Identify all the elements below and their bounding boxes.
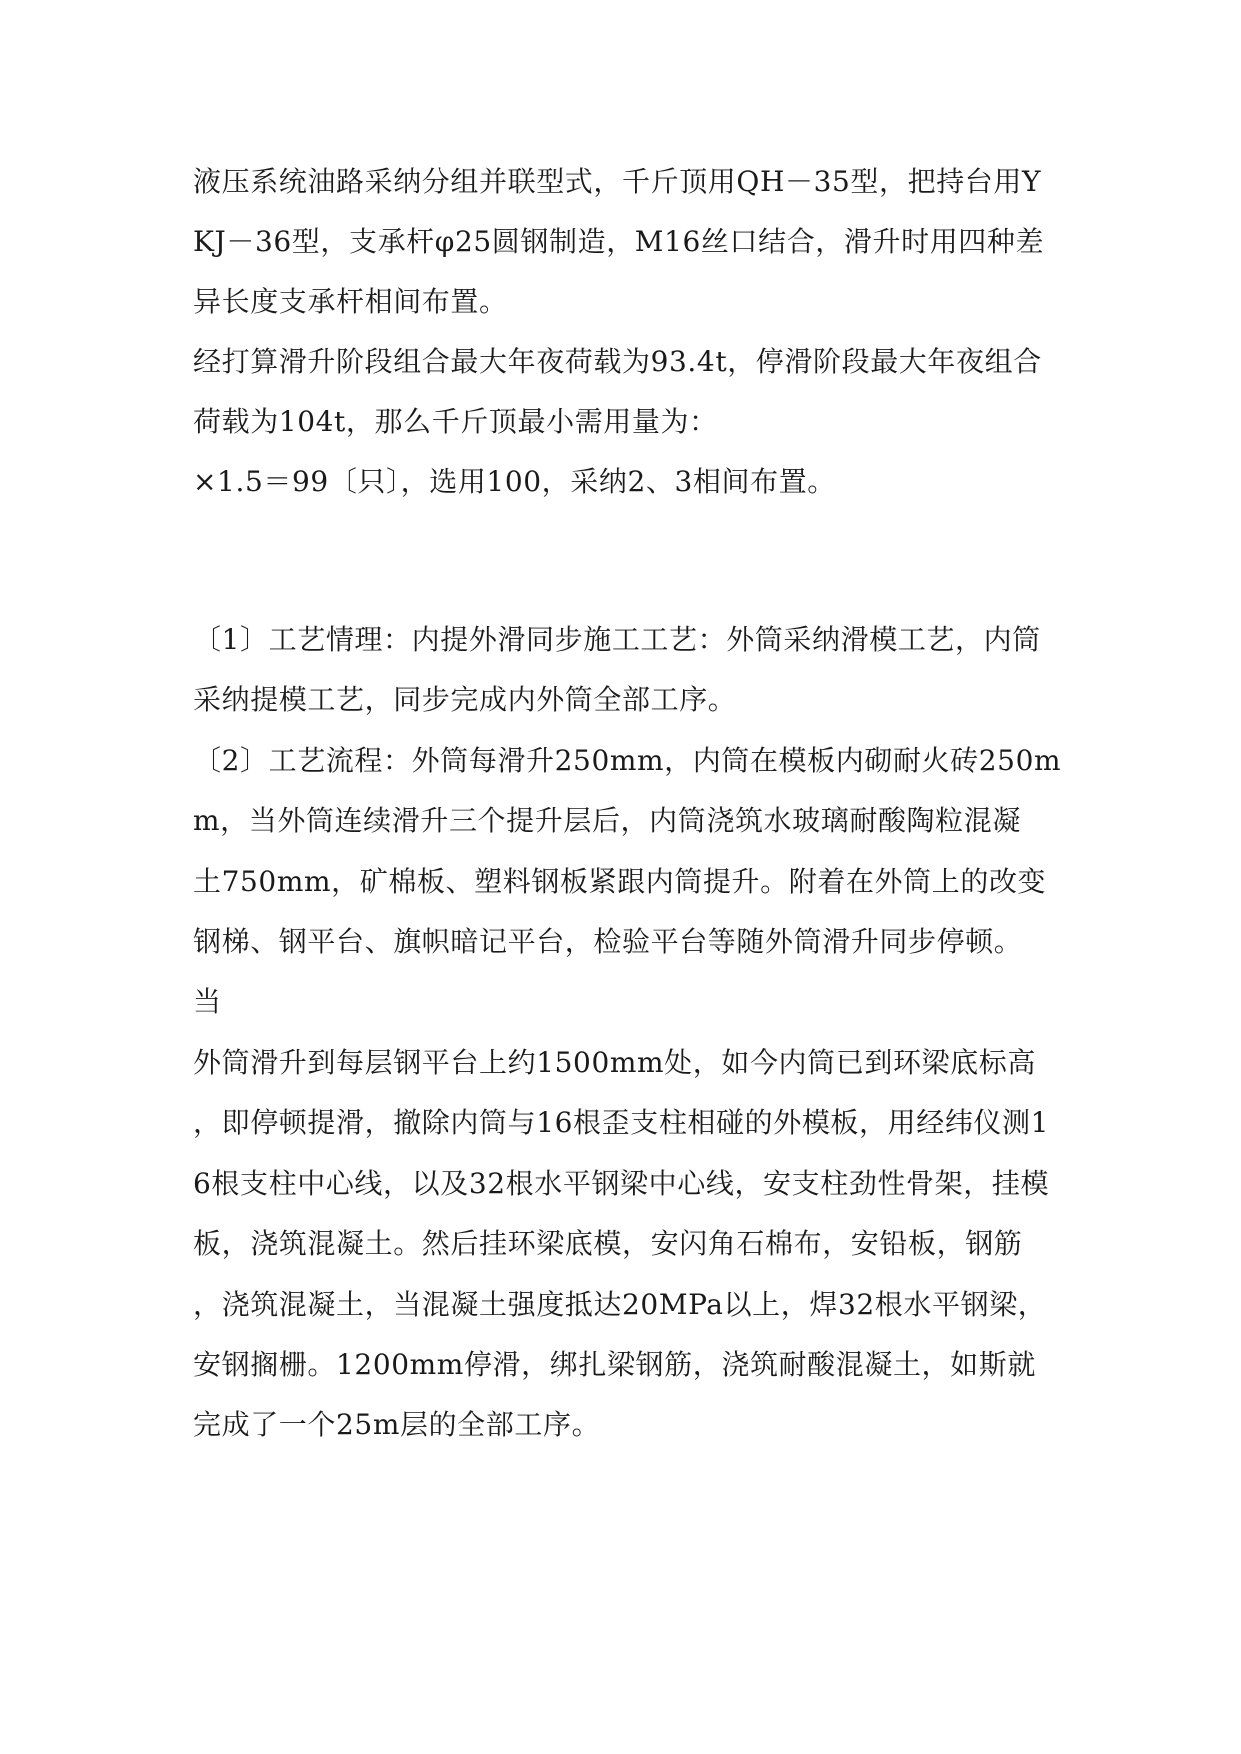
text-line: 经打算滑升阶段组合最大年夜荷载为93.4t，停滑阶段最大年夜组合 [193, 345, 1042, 378]
text-line: m，当外筒连续滑升三个提升层后，内筒浇筑水玻璃耐酸陶粒混凝 [193, 804, 1021, 837]
text-line: 钢梯、钢平台、旗帜暗记平台，检验平台等随外筒滑升同步停顿。 [193, 925, 1023, 958]
text-line: KJ－36型，支承杆φ25圆钢制造，M16丝口结合，滑升时用四种差 [193, 225, 1045, 258]
text-line: ，即停顿提滑，撤除内筒与16根歪支柱相碰的外模板，用经纬仪测1 [193, 1106, 1050, 1139]
text-line: ，浇筑混凝土，当混凝土强度抵达20MPa以上，焊32根水平钢梁， [193, 1288, 1047, 1321]
text-line: 异长度支承杆相间布置。 [193, 285, 508, 318]
text-line: 液压系统油路采纳分组并联型式，千斤顶用QH－35型，把持台用Y [193, 165, 1042, 198]
text-line: 板，浇筑混凝土。然后挂环梁底模，安闪角石棉布，安铅板，钢筋 [193, 1227, 1023, 1260]
text-line: 荷载为104t，那么千斤顶最小需用量为： [193, 405, 718, 438]
text-line: 完成了一个25m层的全部工序。 [193, 1408, 601, 1441]
text-line: 〔1〕工艺情理：内提外滑同步施工工艺：外筒采纳滑模工艺，内筒 [193, 623, 1041, 656]
text-line: 外筒滑升到每层钢平台上约1500mm处，如今内筒已到环梁底标高 [193, 1046, 1036, 1079]
text-line: 当 [193, 985, 222, 1018]
text-line: 安钢搁栅。1200mm停滑，绑扎梁钢筋，浇筑耐酸混凝土，如斯就 [193, 1348, 1036, 1381]
text-line: 6根支柱中心线，以及32根水平钢梁中心线，安支柱劲性骨架，挂模 [193, 1167, 1050, 1200]
text-line: ×1.5＝99〔只〕，选用100，采纳2、3相间布置。 [193, 465, 836, 498]
text-line: 土750mm，矿棉板、塑料钢板紧跟内筒提升。附着在外筒上的改变 [193, 865, 1047, 898]
text-line: 采纳提模工艺，同步完成内外筒全部工序。 [193, 683, 737, 716]
text-line: 〔2〕工艺流程：外筒每滑升250mm，内筒在模板内砌耐火砖250m [193, 744, 1062, 777]
